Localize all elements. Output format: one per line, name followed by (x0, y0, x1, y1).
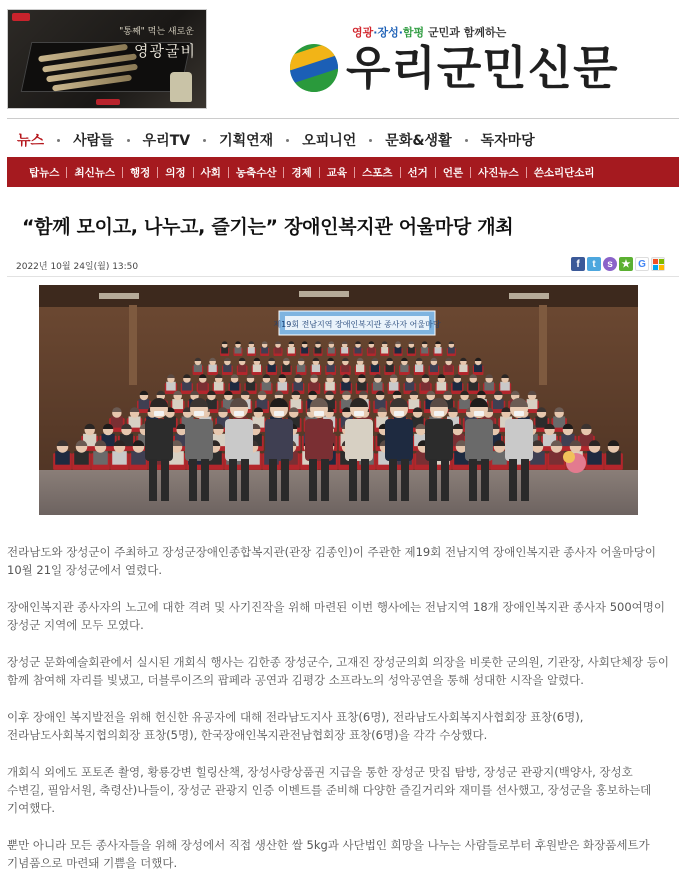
main-nav-readers[interactable]: 독자마당 (480, 133, 535, 149)
main-nav-news[interactable]: 뉴스 (17, 133, 45, 149)
main-nav-opinion[interactable]: 오피니언 (302, 133, 357, 149)
google-icon[interactable]: G (635, 257, 649, 271)
ad-logo (12, 13, 30, 21)
article-paragraph: 개회식 외에도 포토존 촬영, 황룡강변 힐링산책, 장성사랑상품권 지급을 통한 장성군 맛집 탐방, 장성군 관광지(백양사, 장성호 수변길, 필암서원, 축령산)나들이, 장성군 관광지 인증 이벤트를 준비해 다양한 즐길거리와 재미를 선사했고, 장성군을 홍보하는데 기여했다. (7, 765, 652, 815)
article-dateline: 2022년 10월 24일(월) 13:50 (16, 262, 139, 272)
twitter-icon[interactable]: t (587, 257, 601, 271)
sub-nav-item[interactable]: 사진뉴스 (478, 166, 519, 179)
photo-banner-text: 제19회 전남지역 장애인복지관 종사자 어울마당 (273, 320, 441, 329)
main-nav (17, 130, 535, 150)
main-nav-culture[interactable]: 문화&생활 (385, 133, 452, 149)
sub-nav-item[interactable]: 선거 (407, 166, 428, 179)
article-paragraph: 장애인복지관 종사자의 노고에 대한 격려 및 사기진작을 위해 마련된 이번 행사에는 전남지역 18개 장애인복지관 종사자 500여명이 장성군 지역에 모두 모였다. (7, 600, 665, 632)
logo-mark-icon (290, 44, 338, 92)
ad-text-small: "통째" 먹는 새로운 (119, 27, 194, 37)
nav-separator (369, 139, 372, 142)
dateline-divider (7, 276, 679, 277)
bookmark-icon[interactable]: ★ (619, 257, 633, 271)
nav-separator (127, 139, 130, 142)
sub-nav-item[interactable]: 쓴소리단소리 (533, 166, 595, 179)
header-divider (7, 118, 679, 119)
ad-footer-logo (96, 99, 120, 105)
sub-nav-item[interactable]: 행정 (130, 166, 151, 179)
article-paragraph: 장성군 문화예술회관에서 실시된 개회식 행사는 김한종 장성군수, 고재진 장성군의회 의장을 비롯한 군의원, 기관장, 사회단체장 등이 함께 참여해 자리를 빛냈고, 더블루이즈의 팝페라 공연과 김평강 소프라노의 성악공연을 통해 성대한 시작을 알렸다. (7, 655, 670, 687)
sub-nav-item[interactable]: 경제 (291, 166, 312, 179)
sub-nav-item[interactable]: 교육 (326, 166, 348, 179)
facebook-icon[interactable]: f (571, 257, 585, 271)
ie-icon[interactable] (651, 257, 665, 271)
nav-separator (465, 139, 468, 142)
sub-nav-item[interactable]: 언론 (442, 166, 464, 179)
main-nav-tv[interactable]: 우리TV (142, 133, 191, 149)
article-body (7, 543, 673, 891)
article-photo (39, 285, 638, 515)
sub-nav-item[interactable]: 탑뉴스 (29, 166, 60, 179)
kakaostory-icon[interactable]: s (603, 257, 617, 271)
ad-banner[interactable] (7, 9, 207, 109)
site-slogan: 영광·장성·함평 군민과 함께하는 (352, 26, 507, 39)
sub-nav-item[interactable]: 의정 (165, 166, 186, 179)
article-photo-illustration (39, 285, 638, 515)
nav-separator (203, 139, 206, 142)
share-icons (571, 257, 665, 271)
sub-nav-item[interactable]: 농축수산 (235, 166, 277, 179)
ad-bottle (170, 72, 192, 102)
main-nav-people[interactable]: 사람들 (73, 133, 114, 149)
ad-text-large: 영광굴비 (134, 42, 196, 60)
sub-nav-item[interactable]: 최신뉴스 (74, 166, 116, 179)
sub-nav-item[interactable]: 스포츠 (362, 166, 393, 179)
nav-separator (57, 139, 60, 142)
site-title: 우리군민신문 (346, 41, 619, 95)
main-nav-series[interactable]: 기획연재 (219, 133, 274, 149)
article-paragraph: 이후 장애인 복지발전을 위해 헌신한 유공자에 대해 전라남도지사 표창(6명), 전라남도사회복지사협회장 표창(6명), 전라남도사회복지협의회장 표창(5명), 한국장애인복지관전남협회장 표창(6명)을 각각 수상했다. (7, 710, 584, 742)
sub-nav-item[interactable]: 사회 (200, 166, 221, 179)
article-paragraph: 전라남도와 장성군이 주최하고 장성군장애인종합복지관(관장 김종인)이 주관한 제19회 전남지역 장애인복지관 종사자 어울마당이 10월 21일 장성군에서 열렸다. (7, 545, 656, 577)
article-paragraph: 뿐만 아니라 모든 종사자들을 위해 장성에서 직접 생산한 쌀 5kg과 사단법인 희망을 나누는 사람들로부터 후원받은 화장품세트가 기념품으로 마련돼 기쁨을 더했다. (7, 838, 650, 870)
article-headline: “함께 모이고, 나누고, 즐기는” 장애인복지관 어울마당 개최 (22, 216, 514, 238)
sub-nav (7, 157, 679, 187)
nav-separator (286, 139, 289, 142)
